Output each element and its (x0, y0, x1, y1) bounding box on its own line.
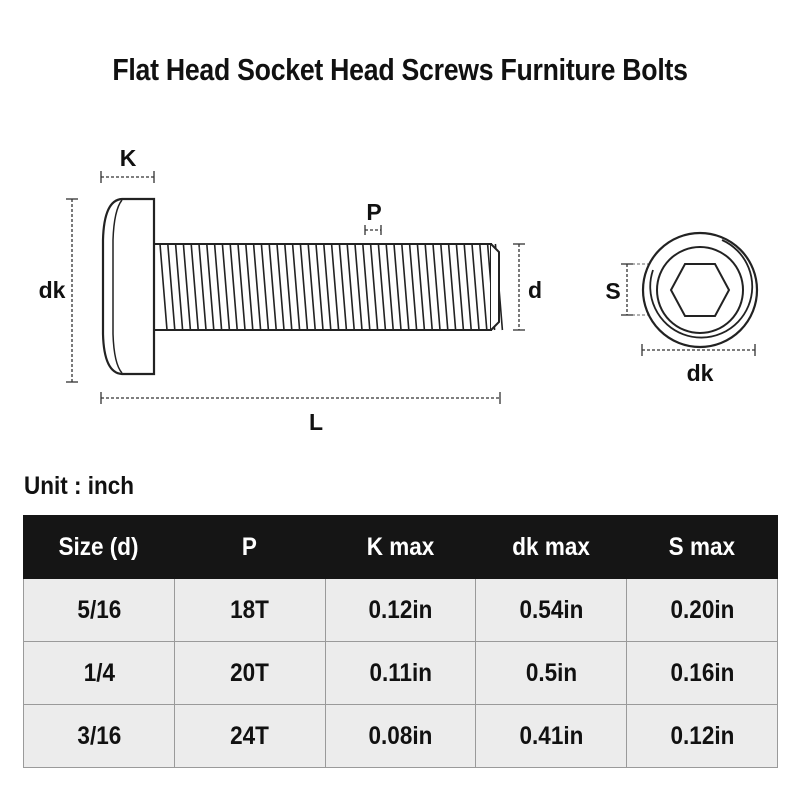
spec-table (23, 515, 778, 768)
table-row (24, 642, 778, 705)
bolt-end-view (643, 233, 757, 347)
table-cell: 0.12in (627, 705, 778, 768)
column-header: Size (d) (24, 516, 175, 579)
table-cell: 0.20in (627, 579, 778, 642)
label-k: K (119, 145, 137, 171)
label-dk-end: dk (686, 360, 714, 386)
table-row (24, 579, 778, 642)
page-title: Flat Head Socket Head Screws Furniture Bolts (112, 52, 688, 87)
table-cell: 0.11in (325, 642, 476, 705)
column-header: S max (627, 516, 778, 579)
bolt-head (103, 199, 154, 374)
hex-socket (671, 264, 729, 316)
column-header: P (174, 516, 325, 579)
table-cell: 0.5in (476, 642, 627, 705)
table-cell: 18T (174, 579, 325, 642)
table-cell: 3/16 (24, 705, 175, 768)
column-header: K max (325, 516, 476, 579)
table-cell: 0.54in (476, 579, 627, 642)
table-cell: 1/4 (24, 642, 175, 705)
bolt-dimension-diagram (0, 130, 800, 450)
label-l: L (308, 409, 324, 435)
column-header: dk max (476, 516, 627, 579)
label-p: P (366, 199, 382, 225)
table-row (24, 705, 778, 768)
table-cell: 24T (174, 705, 325, 768)
table-cell: 20T (174, 642, 325, 705)
table-header-row (24, 516, 778, 579)
label-s: S (605, 278, 621, 304)
label-dk-side: dk (38, 277, 66, 303)
table-cell: 0.16in (627, 642, 778, 705)
bolt-tip (491, 244, 499, 330)
label-d: d (527, 277, 543, 303)
table-cell: 0.08in (325, 705, 476, 768)
unit-label: Unit : inch (24, 472, 134, 500)
table-cell: 5/16 (24, 579, 175, 642)
table-cell: 0.41in (476, 705, 627, 768)
table-cell: 0.12in (325, 579, 476, 642)
bolt-side-view (103, 199, 502, 374)
